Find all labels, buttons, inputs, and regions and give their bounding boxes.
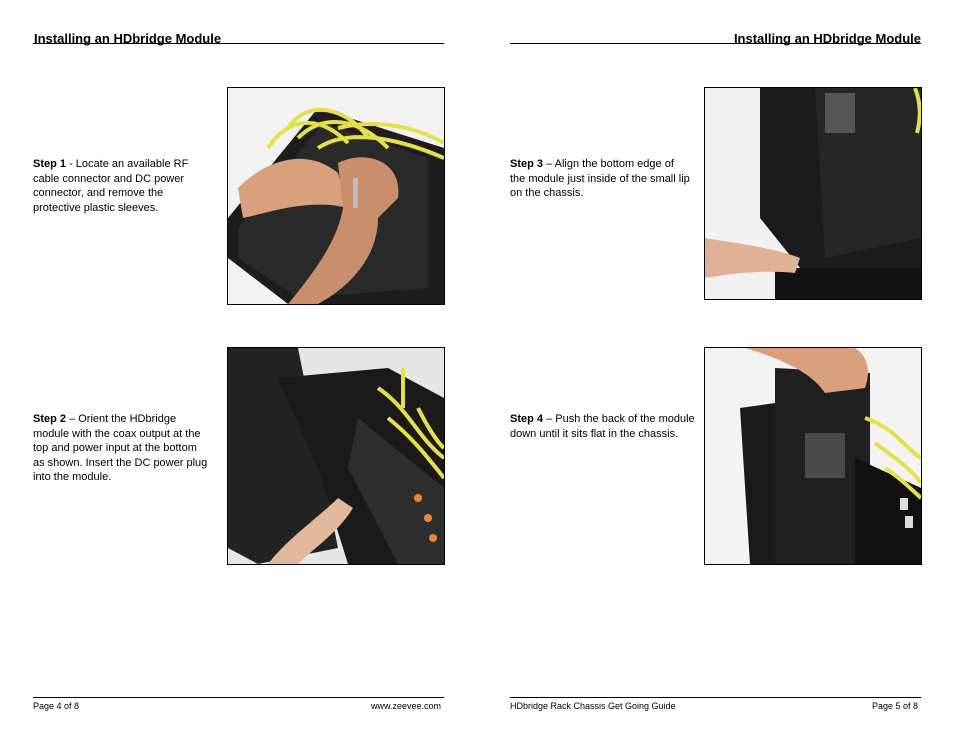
page-title: Installing an HDbridge Module [733, 31, 921, 46]
page-number: Page 5 of 8 [871, 701, 918, 711]
page-number: Page 4 of 8 [33, 701, 80, 711]
step-2-photo [227, 347, 445, 565]
step-2-body: – Orient the HDbridge module with the coax output at the top and power input at the bottom as shown. Insert the DC power plug into the module. [33, 413, 208, 484]
step-1-photo [227, 87, 445, 305]
step-4-label: Step 4 [510, 413, 544, 425]
right-page [477, 0, 954, 738]
step-4-body: – Push the back of the module down until it sits flat in the chassis. [510, 413, 695, 440]
step-3-label: Step 3 [510, 158, 544, 170]
step-4-photo [704, 347, 922, 565]
step-2-label: Step 2 [33, 413, 67, 425]
step-1-text [33, 157, 211, 215]
footer-rule [33, 697, 444, 698]
footer-rule [510, 697, 921, 698]
website-link: www.zeevee.com [370, 701, 441, 711]
step-3-body: – Align the bottom edge of the module just inside of the small lip on the chassis. [510, 158, 690, 200]
step-1-body: - Locate an available RF cable connector and DC power connector, and remove the protective plastic sleeves. [33, 158, 189, 214]
step-1-label: Step 1 [33, 158, 67, 170]
step-4-text [510, 412, 695, 441]
page-title: Installing an HDbridge Module [34, 31, 222, 46]
step-3-text [510, 157, 690, 201]
guide-title: HDbridge Rack Chassis Get Going Guide [510, 701, 676, 711]
header-rule [33, 43, 444, 44]
step-3-photo [704, 87, 922, 300]
step-2-text [33, 412, 211, 485]
